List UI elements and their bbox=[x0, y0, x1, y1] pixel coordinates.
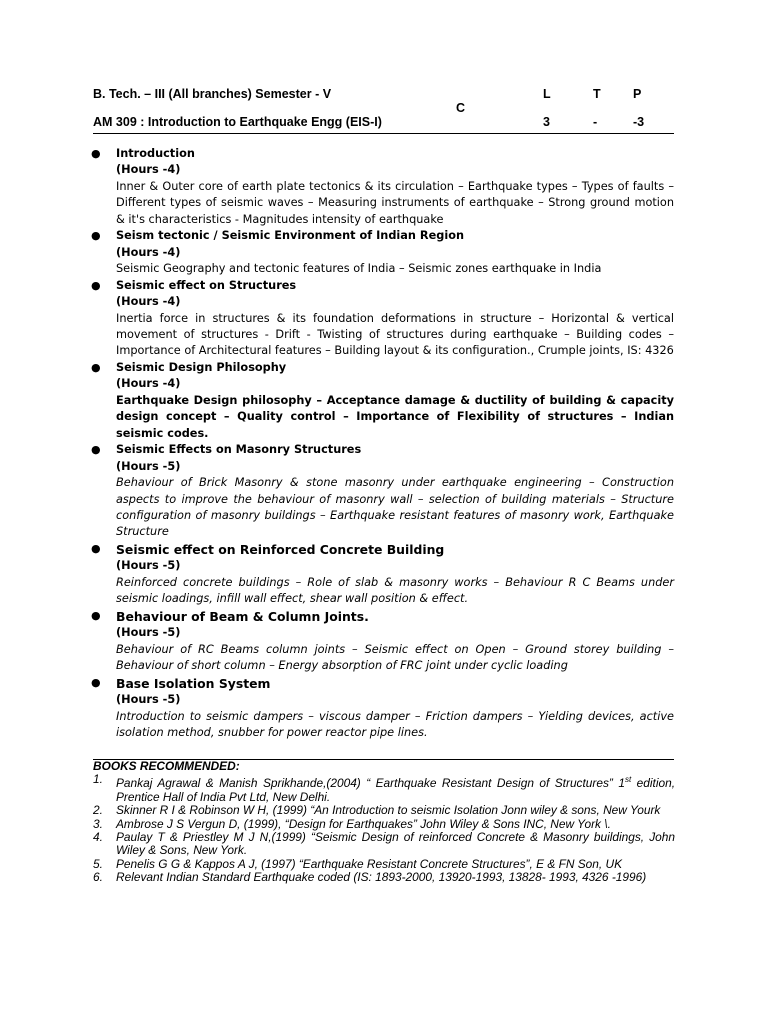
section-description: Behaviour of Brick Masonry & stone masonry under earthquake engineering – Construction aspects to improve the behaviour of masonry wall – selection of building materials – Structure configuration of masonry buildings – Earthquake resistant features of masonry work, Earthquake Structure bbox=[116, 476, 674, 539]
practical-column-label: P bbox=[633, 87, 642, 101]
book-item bbox=[93, 871, 675, 884]
section-hours: (Hours -5) bbox=[116, 626, 181, 640]
lecture-value: 3 bbox=[543, 115, 550, 129]
book-item bbox=[93, 773, 675, 804]
book-item bbox=[93, 818, 675, 831]
section-hours: (Hours -4) bbox=[116, 377, 181, 391]
book-superscript: st bbox=[624, 775, 632, 785]
section-hours: (Hours -4) bbox=[116, 295, 181, 309]
book-number: 3. bbox=[93, 816, 103, 831]
bullet-icon: ● bbox=[91, 360, 101, 374]
bullet-icon: ● bbox=[91, 147, 101, 160]
section-title: Seismic effect on Reinforced Concrete Building bbox=[116, 541, 445, 557]
credit-column-label: C bbox=[456, 101, 466, 115]
tutorial-column-label: T bbox=[593, 87, 601, 101]
book-number: 5. bbox=[93, 856, 103, 871]
bullet-icon: ● bbox=[91, 541, 101, 555]
bullet-icon: ● bbox=[91, 278, 101, 292]
syllabus-section-base-isolation bbox=[90, 675, 674, 742]
section-description: Seismic Geography and tectonic features of India – Seismic zones earthquake in India bbox=[116, 262, 602, 276]
book-item bbox=[93, 804, 675, 817]
syllabus-section-seismotectonics bbox=[90, 228, 674, 277]
book-number: 1. bbox=[93, 772, 103, 787]
section-description: Inner & Outer core of earth plate tectonics & its circulation – Earthquake types – Types of faults – Different types of seismic waves – Measuring instruments of earthquake – Strong ground motion & it's characteristics - Magnitudes intensity of earthquake bbox=[116, 179, 674, 226]
section-hours: (Hours -4) bbox=[116, 245, 181, 259]
book-text: Paulay T & Priestley M J N,(1999) “Seismic Design of reinforced Concrete & Masonry buildings, John Wiley & Sons, New York. bbox=[116, 830, 675, 858]
book-text: Pankaj Agrawal & Manish Sprikhande,(2004) “ Earthquake Resistant Design of Structures” 1 bbox=[116, 776, 625, 791]
section-title: Seismic Design Philosophy bbox=[116, 360, 287, 374]
book-number: 6. bbox=[93, 870, 103, 885]
bullet-icon: ● bbox=[91, 608, 101, 622]
syllabus-list bbox=[90, 146, 674, 741]
book-text: Penelis G G & Kappos A J, (1997) “Earthquake Resistant Concrete Structures”, E & FN Son, UK bbox=[116, 856, 623, 871]
bullet-icon: ● bbox=[91, 229, 101, 243]
syllabus-section-masonry bbox=[90, 442, 674, 541]
section-hours: (Hours -4) bbox=[116, 163, 181, 177]
section-title: Seism tectonic / Seismic Environment of Indian Region bbox=[116, 229, 465, 243]
books-recommended bbox=[93, 760, 675, 885]
syllabus-section-seismic-effect-structures bbox=[90, 278, 674, 360]
course-title: AM 309 : Introduction to Earthquake Engg (EIS-I) bbox=[93, 115, 382, 129]
book-item bbox=[93, 858, 675, 871]
book-item bbox=[93, 831, 675, 858]
books-heading: BOOKS RECOMMENDED: bbox=[93, 759, 240, 773]
section-title: Base Isolation System bbox=[116, 675, 271, 691]
section-description: Introduction to seismic dampers – viscous damper – Friction dampers – Yielding devices, active isolation method, snubber for power reactor pipe lines. bbox=[116, 709, 674, 739]
section-title: Seismic Effects on Masonry Structures bbox=[116, 443, 362, 457]
course-header-row-2 bbox=[93, 115, 675, 133]
bullet-icon: ● bbox=[91, 443, 101, 457]
section-title: Seismic effect on Structures bbox=[116, 278, 297, 292]
practical-value: -3 bbox=[633, 115, 645, 129]
book-text: Relevant Indian Standard Earthquake coded (IS: 1893-2000, 13920-1993, 13828- 1993, 4326 -1996) bbox=[116, 870, 647, 885]
section-hours: (Hours -5) bbox=[116, 693, 181, 707]
book-number: 2. bbox=[93, 803, 103, 818]
bullet-icon: ● bbox=[91, 675, 101, 689]
book-text: Ambrose J S Vergun D, (1999), “Design for Earthquakes” John Wiley & Sons INC, New York \. bbox=[116, 816, 611, 831]
syllabus-section-design-philosophy bbox=[90, 360, 674, 442]
section-description: Behaviour of RC Beams column joints – Seismic effect on Open – Ground storey building – Behaviour of short column – Energy absorption of FRC joint under cyclic loading bbox=[116, 642, 674, 673]
course-header-row-1 bbox=[93, 87, 675, 105]
section-hours: (Hours -5) bbox=[116, 559, 181, 573]
book-text: Skinner R I & Robinson W H, (1999) “An Introduction to seismic Isolation Jonn wiley & sons, New Yourk bbox=[116, 803, 661, 818]
section-description: Reinforced concrete buildings – Role of slab & masonry works – Behaviour R C Beams under seismic loadings, infill wall effect, shear wall position & effect. bbox=[116, 575, 674, 606]
section-hours: (Hours -5) bbox=[116, 459, 181, 473]
book-number: 4. bbox=[93, 830, 103, 844]
section-title: Behaviour of Beam & Column Joints. bbox=[116, 608, 369, 624]
syllabus-section-rc-building bbox=[90, 541, 674, 608]
lecture-column-label: L bbox=[543, 87, 551, 101]
program-semester-label: B. Tech. – III (All branches) Semester - V bbox=[93, 87, 332, 101]
section-title: Introduction bbox=[116, 147, 195, 160]
section-description: Earthquake Design philosophy – Acceptance damage & ductility of building & capacity design concept – Quality control – Importance of Flexibility of structures – Indian seismic codes. bbox=[116, 393, 674, 440]
header-divider bbox=[93, 133, 674, 134]
syllabus-section-introduction bbox=[90, 146, 674, 228]
syllabus-section-beam-column-joints bbox=[90, 608, 674, 675]
tutorial-value: - bbox=[593, 115, 598, 129]
section-description: Inertia force in structures & its foundation deformations in structure – Horizontal & vertical movement of structures - Drift - Twisting of structures during earthquake – Building codes – Importance of Architectural features – Building layout & its configuration., Crumple joints, IS: 4326 bbox=[116, 311, 674, 358]
book-text-cont: edition, Prentice Hall of India Pvt Ltd, New Delhi. bbox=[116, 776, 675, 804]
